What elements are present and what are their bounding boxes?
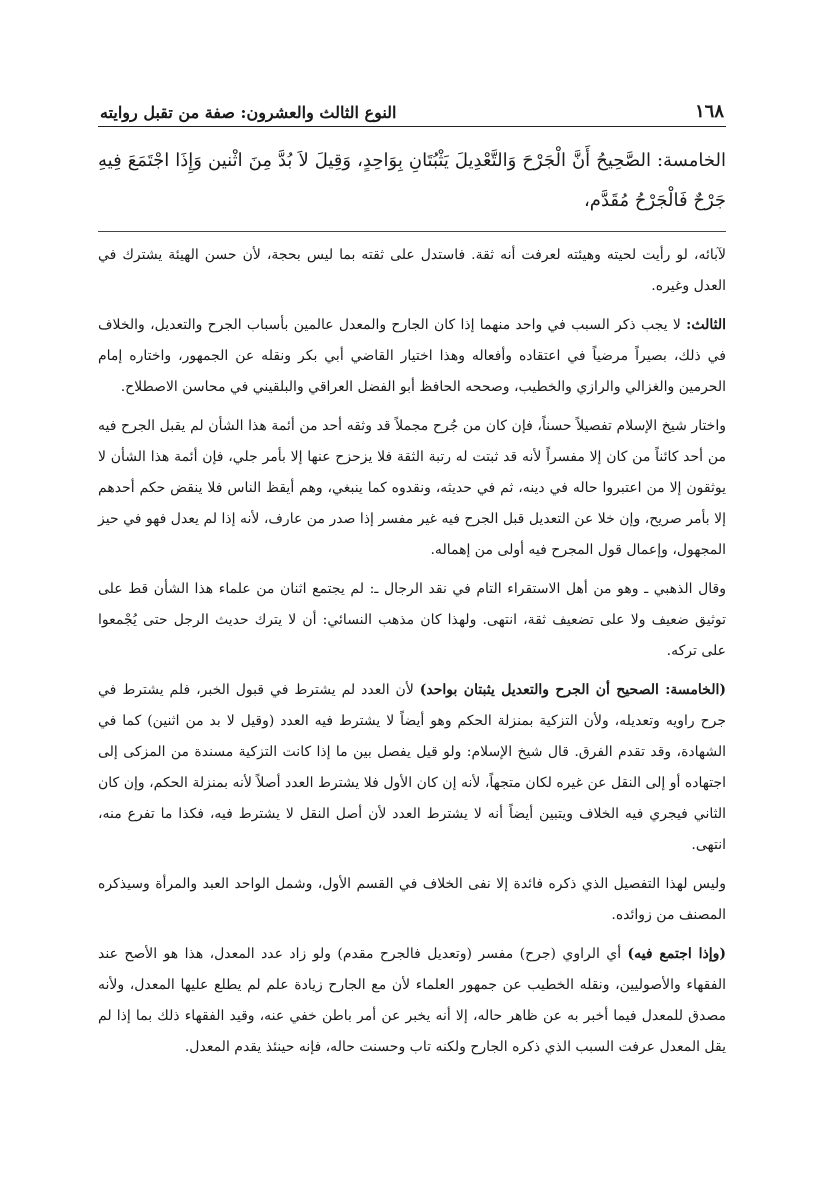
commentary-paragraph: [98, 574, 726, 667]
paragraph-text: لا يجب ذكر السبب في واحد منهما إذا كان الجارح والمعدل عالمين بأسباب الجرح والتعديل، والخلاف في ذلك، بصيراً مرضياً في اعتقاده وأفعاله وهذا اختيار القاضي أبي بكر ونقله عن الجمهور، واختاره إمام الحرمين والغزالي والرازي والخطيب، وصححه الحافظ أبو الفضل العراقي والبلقيني في محاسن الاصطلاح.: [98, 317, 726, 395]
paragraph-lead: الثالث:: [686, 317, 726, 333]
footnote-separator: [98, 231, 726, 232]
commentary-paragraph: [98, 675, 726, 861]
page-number: ١٦٨: [694, 101, 724, 122]
paragraph-text: وليس لهذا التفصيل الذي ذكره فائدة إلا نفى الخلاف في القسم الأول، وشمل الواحد العبد والمرأة وسيذكره المصنف من زوائده.: [98, 876, 726, 923]
book-page: [98, 92, 726, 1071]
main-text: الخامسة: الصَّحِيحُ أَنَّ الْجَرْحَ وَالتَّعْدِيلَ يَثْبُتَانِ بِوَاحِدٍ، وَقِيلَ لاَ بُدَّ مِنَ اثْنين وَإِذَا اجْتَمَعَ فِيهِ جَرْحٌ فَالْجَرْحُ مُقَدَّم،: [98, 150, 726, 211]
paragraph-text: وقال الذهبي ـ وهو من أهل الاستقراء التام في نقد الرجال ـ: لم يجتمع اثنان من علماء هذا الشأن قط على توثيق ضعيف ولا على تضعيف ثقة، انتهى. ولهذا كان مذهب النسائي: أن لا يترك حديث الرجل حتى يُجْمعوا على تركه.: [98, 581, 726, 659]
commentary: [98, 240, 726, 1063]
paragraph-text: واختار شيخ الإسلام تفصيلاً حسناً، فإن كان من جُرح مجملاً قد وثقه أحد من أئمة هذا الشأن لم يقبل الجرح فيه من أحد كائناً من كان إلا مفسراً لأنه قد ثبتت له رتبة الثقة فلا يزحزح عنها إلا بأمر جلي، فإن أئمة هذا الشأن لا يوثقون إلا من اعتبروا حاله في دينه، ثم في حديثه، ونقدوه كما ينبغي، وهم أيقظ الناس فلا ينقض حكم أحدهم إلا بأمر صريح، وإن خلا عن التعديل قبل الجرح فيه غير مفسر إذا صدر من عارف، لأنه إذا لم يعدل فهو في حيز المجهول، وإعمال قول المجرح فيه أولى من إهماله.: [98, 418, 726, 558]
paragraph-text: لآبائه، لو رأيت لحيته وهيئته لعرفت أنه ثقة. فاستدل على ثقته بما ليس بحجة، لأن حسن الهيئة يشترك في العدل وغيره.: [98, 247, 726, 294]
paragraph-text: لأن العدد لم يشترط في قبول الخبر، فلم يشترط في جرح راويه وتعديله، ولأن التزكية بمنزلة الحكم وهو أيضاً لا يشترط فيه العدد (وقيل لا بد من اثنين) كما في الشهادة، وقد تقدم الفرق. قال شيخ الإسلام: ولو قيل يفصل بين ما إذا كانت التزكية مسندة من المزكى إلى اجتهاده أو إلى النقل عن غيره لكان متجهاً، لأنه إن كان الأول فلا يشترط العدد أصلاً لأنه بمنزلة الحكم، وإن كان الثاني فيجري فيه الخلاف ويتبين أيضاً أنه لا يشترط العدد لأن أصل النقل لا يشترط فيه، فكذا ما تفرع منه، انتهى.: [98, 682, 726, 853]
paragraph-lead: (وإذا اجتمع فيه): [627, 946, 726, 962]
commentary-paragraph: [98, 939, 726, 1063]
running-title: النوع الثالث والعشرون: صفة من تقبل روايته: [100, 103, 397, 122]
commentary-paragraph: [98, 310, 726, 403]
page-header: [98, 92, 726, 127]
commentary-paragraph: [98, 240, 726, 302]
paragraph-text: أي الراوي (جرح) مفسر (وتعديل فالجرح مقدم) ولو زاد عدد المعدل، هذا هو الأصح عند الفقهاء والأصوليين، ونقله الخطيب عن جمهور العلماء لأن مع الجارح زيادة علم لم يطلع عليها المعدل، ولأنه مصدق للمعدل فيما أخبر به عن ظاهر حاله، إلا أنه يخبر عن أمر باطن خفي عنه، وقيد الفقهاء ذلك بما إذا لم يقل المعدل عرفت السبب الذي ذكره الجارح ولكنه تاب وحسنت حاله، فإنه حينئذ يقدم المعدل.: [98, 946, 726, 1055]
paragraph-lead: (الخامسة: الصحيح أن الجرح والتعديل يثبتان بواحد): [419, 682, 726, 698]
commentary-paragraph: [98, 411, 726, 566]
commentary-paragraph: [98, 869, 726, 931]
